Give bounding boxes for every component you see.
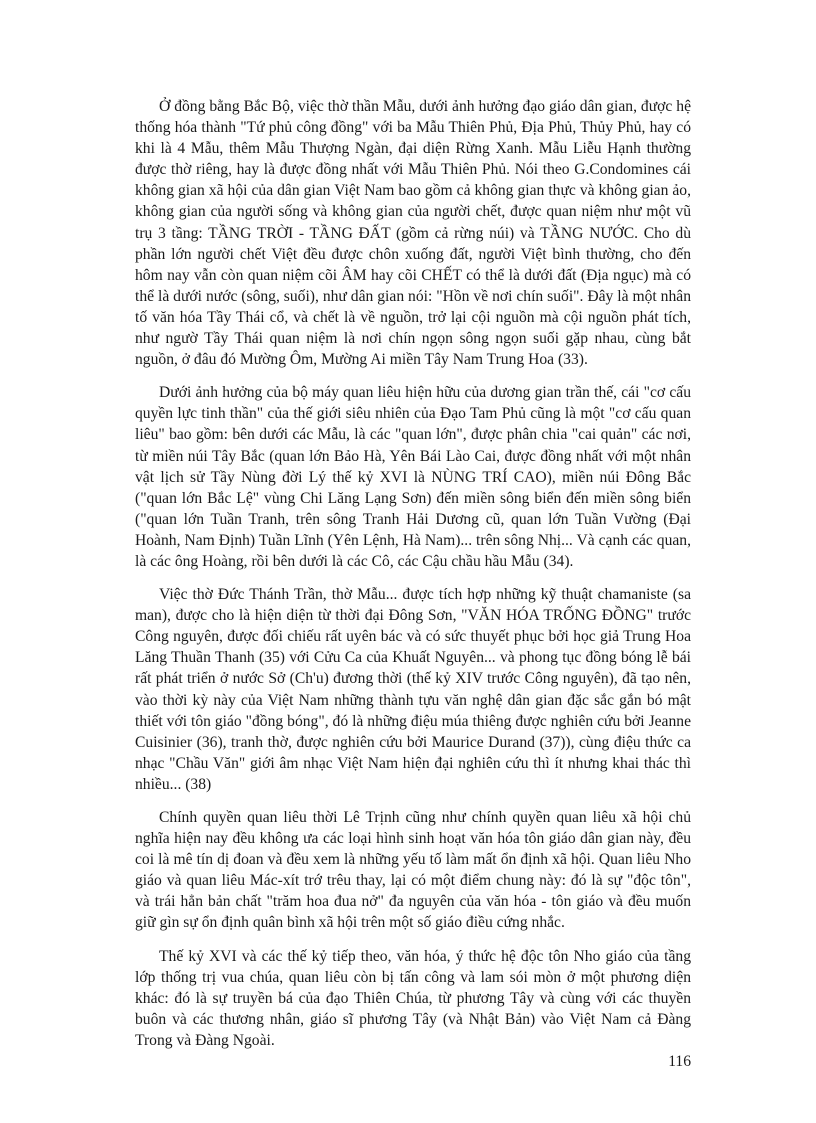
paragraph-5: Thế kỷ XVI và các thế kỷ tiếp theo, văn hóa, ý thức hệ độc tôn Nho giáo của tầng lớp thống trị vua chúa, quan liêu còn bị tấn công và lam sói mòn ở một phương diện khác: đó là sự truyền bá của đạo Thiên Chúa, từ phương Tây và cùng với các thuyền buôn và các thương nhân, giáo sĩ phương Tây (và Nhật Bản) vào Việt Nam cả Đàng Trong và Đàng Ngoài.	[135, 947, 691, 1049]
paragraph-3: Việc thờ Đức Thánh Trần, thờ Mẫu... được tích hợp những kỹ thuật chamaniste (sa man), được cho là hiện diện từ thời đại Đông Sơn, "VĂN HÓA TRỐNG ĐỒNG" trước Công nguyên, được đối chiếu rất uyên bác và có sức thuyết phục bởi học giả Trung Hoa Lăng Thuần Thanh (35) với Cửu Ca của Khuất Nguyên... và phong tục đồng bóng lễ bái rất phát triển ở nước Sở (Ch'u) đương thời (thế kỷ XIV trước Công nguyên), đã tạo nên, vào thời kỳ này của Việt Nam những thành tựu văn nghệ dân gian đặc sắc gắn bó mật thiết với tôn giáo "đồng bóng", đó là những điệu múa thiêng được nghiên cứu bởi Jeanne Cuisinier (36), tranh thờ, được nghiên cứu bởi Maurice Durand (37)), cùng điệu thức ca nhạc "Chầu Văn" giới âm nhạc Việt Nam hiện đại nghiên cứu thì ít nhưng khai thác thì nhiều... (38)	[135, 586, 691, 793]
paragraph-4: Chính quyền quan liêu thời Lê Trịnh cũng như chính quyền quan liêu xã hội chủ nghĩa hiện nay đều không ưa các loại hình sinh hoạt văn hóa tôn giáo dân gian này, đều coi là mê tín dị đoan và đều xem là những yếu tố làm mất ổn định xã hội. Quan liêu Nho giáo và quan liêu Mác-xít trớ trêu thay, lại có một điểm chung này: đó là sự "độc tôn", và trái hẳn bản chất "trăm hoa đua nở" đa nguyên của văn hóa - tôn giáo và đều muốn giữ gìn sự ổn định quân bình xã hội trên một số giáo điều cứng nhắc.	[135, 809, 691, 932]
paragraph-2: Dưới ảnh hưởng của bộ máy quan liêu hiện hữu của dương gian trần thế, cái "cơ cấu quyền lực tinh thần" của thế giới siêu nhiên của Đạo Tam Phủ cũng là một "cơ cấu quan liêu" bao gồm: bên dưới các Mẫu, là các "quan lớn", được phân chia "cai quản" các nơi, từ miền núi Tây Bắc (quan lớn Bảo Hà, Yên Bái Lào Cai, được đồng nhất với một nhân vật lịch sử Tầy Nùng đời Lý thế kỷ XVI là NÙNG TRÍ CAO), miền núi Đông Bắc ("quan lớn Bắc Lệ" vùng Chi Lăng Lạng Sơn) đến miền sông biển đến miền sông biển ("quan lớn Tuần Tranh, trên sông Tranh Hải Dương cũ, quan lớn Tuần Vường (Đại Hoành, Nam Định) Tuần Lĩnh (Yên Lệnh, Hà Nam)... trên sông Nhị... Và cạnh các quan, là các ông Hoàng, rồi bên dưới là các Cô, các Cậu chầu hầu Mẫu (34).	[135, 384, 691, 570]
document-body	[135, 96, 691, 1063]
page-number: 116	[668, 1053, 691, 1070]
paragraph-1: Ở đồng bằng Bắc Bộ, việc thờ thần Mẫu, dưới ảnh hưởng đạo giáo dân gian, được hệ thống hóa thành "Tứ phủ công đồng" với ba Mẫu Thiên Phủ, Địa Phủ, Thủy Phủ, hay có khi là 4 Mẫu, thêm Mẫu Thượng Ngàn, đại diện Rừng Xanh. Mẫu Liễu Hạnh thường được thờ riêng, hay là được đồng nhất với Mẫu Thiên Phủ. Nói theo G.Condomines cái không gian xã hội của dân gian Việt Nam bao gồm cả không gian thực và không gian ảo, không gian của người sống và không gian của người chết, được quan niệm như một vũ trụ 3 tầng: TẦNG TRỜI - TẦNG ĐẤT (gồm cả rừng núi) và TẦNG NƯỚC. Cho dù phần lớn người chết Việt đều được chôn xuống đất, người Việt bình thường, cho đến hôm nay vẫn còn quan niệm cõi ÂM hay cõi CHẾT có thể là dưới đất (Địa ngục) mà có thể là dưới nước (sông, suối), như dân gian nói: "Hồn về nơi chín suối". Đây là một nhân tố văn hóa Tầy Thái cổ, và chết là về nguồn, trở lại cội nguồn mà cội nguồn phát tích, như ngườ Tầy Thái quan niệm là nơi chín ngọn sông ngọn suối gặp nhau, cùng bắt nguồn, ở đâu đó Mường Ôm, Mường Ai miền Tây Nam Trung Hoa (33).	[135, 98, 691, 369]
